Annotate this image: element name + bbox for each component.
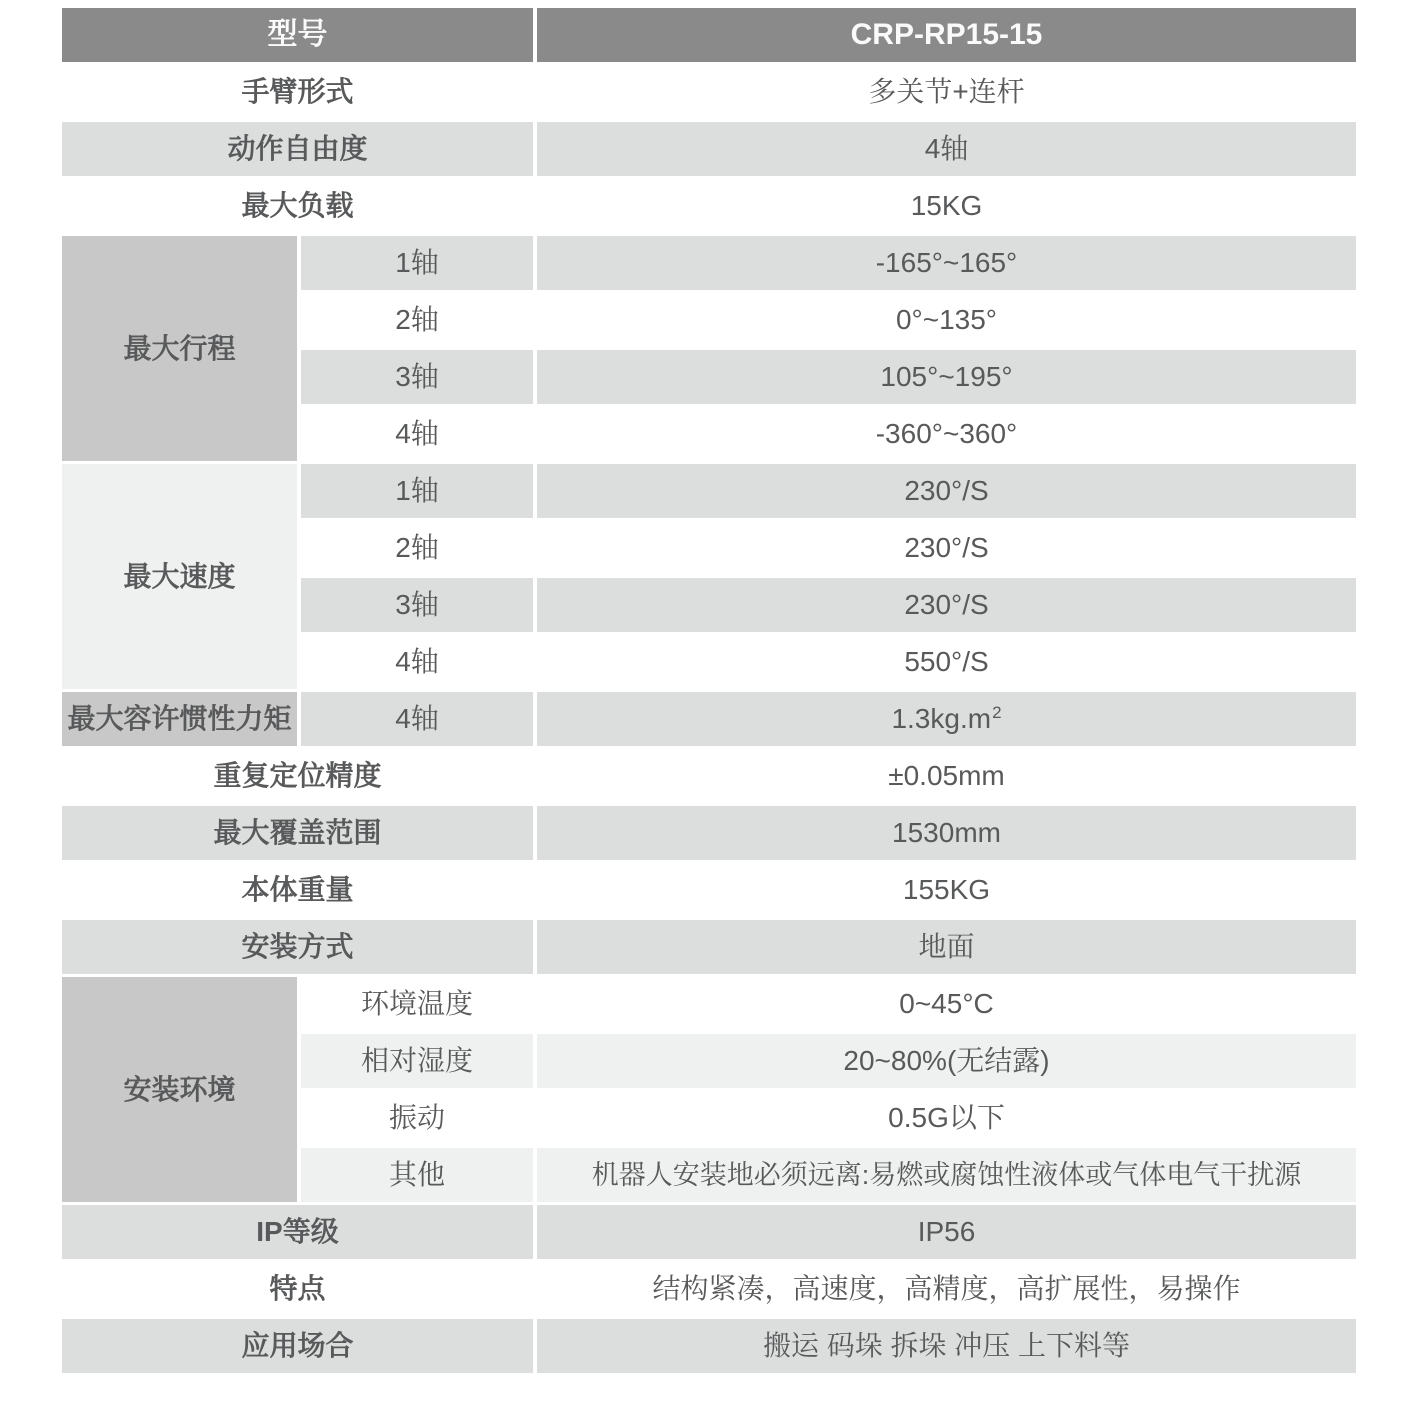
- max-stroke-axis-1: 1轴: [301, 236, 533, 290]
- max-stroke-axis-2: 2轴: [301, 293, 533, 347]
- inertia-superscript: 2: [992, 702, 1002, 722]
- inertia-value: 1.3kg.m $^2$: [537, 692, 1356, 746]
- max-stroke-value-1: -165°~165°: [537, 236, 1356, 290]
- row-label-inertia: 最大容许惯性力矩: [62, 692, 297, 746]
- row-label-body-weight: 本体重量: [62, 863, 533, 917]
- row-value-applications: 搬运 码垛 拆垛 冲压 上下料等: [537, 1319, 1356, 1373]
- row-value-mounting: 地面: [537, 920, 1356, 974]
- header-model-value: CRP-RP15-15: [537, 8, 1356, 62]
- env-name-temperature: 环境温度: [301, 977, 533, 1031]
- row-value-max-payload: 15KG: [537, 179, 1356, 233]
- row-label-applications: 应用场合: [62, 1319, 533, 1373]
- row-value-ip-rating: IP56: [537, 1205, 1356, 1259]
- row-value-arm-type: 多关节+连杆: [537, 65, 1356, 119]
- env-name-humidity: 相对湿度: [301, 1034, 533, 1088]
- max-stroke-value-3: 105°~195°: [537, 350, 1356, 404]
- row-label-features: 特点: [62, 1262, 533, 1316]
- row-value-features: 结构紧凑，高速度，高精度，高扩展性，易操作: [537, 1262, 1356, 1316]
- row-label-dof: 动作自由度: [62, 122, 533, 176]
- header-model-label: 型号: [62, 8, 533, 62]
- spec-table: [62, 8, 1356, 1373]
- max-stroke-value-2: 0°~135°: [537, 293, 1356, 347]
- max-speed-value-4: 550°/S: [537, 635, 1356, 689]
- row-label-max-payload: 最大负载: [62, 179, 533, 233]
- max-speed-axis-4: 4轴: [301, 635, 533, 689]
- inertia-axis: 4轴: [301, 692, 533, 746]
- max-speed-value-2: 230°/S: [537, 521, 1356, 575]
- max-speed-axis-3: 3轴: [301, 578, 533, 632]
- row-value-body-weight: 155KG: [537, 863, 1356, 917]
- env-value-humidity: 20~80%(无结露): [537, 1034, 1356, 1088]
- env-value-other: 机器人安装地必须远离:易燃或腐蚀性液体或气体电气干扰源: [537, 1148, 1356, 1202]
- env-name-other: 其他: [301, 1148, 533, 1202]
- group-label-max-stroke: 最大行程: [62, 236, 297, 461]
- max-speed-value-3: 230°/S: [537, 578, 1356, 632]
- max-speed-value-1: 230°/S: [537, 464, 1356, 518]
- env-value-vibration: 0.5G以下: [537, 1091, 1356, 1145]
- max-stroke-axis-4: 4轴: [301, 407, 533, 461]
- max-stroke-axis-3: 3轴: [301, 350, 533, 404]
- env-name-vibration: 振动: [301, 1091, 533, 1145]
- row-value-max-reach: 1530mm: [537, 806, 1356, 860]
- row-value-dof: 4轴: [537, 122, 1356, 176]
- row-label-repeatability: 重复定位精度: [62, 749, 533, 803]
- group-label-max-speed: 最大速度: [62, 464, 297, 689]
- max-speed-axis-2: 2轴: [301, 521, 533, 575]
- group-label-environment: 安装环境: [62, 977, 297, 1202]
- env-value-temperature: 0~45°C: [537, 977, 1356, 1031]
- row-value-repeatability: ±0.05mm: [537, 749, 1356, 803]
- max-speed-axis-1: 1轴: [301, 464, 533, 518]
- max-stroke-value-4: -360°~360°: [537, 407, 1356, 461]
- row-label-max-reach: 最大覆盖范围: [62, 806, 533, 860]
- row-label-ip-rating: IP等级: [62, 1205, 533, 1259]
- row-label-arm-type: 手臂形式: [62, 65, 533, 119]
- row-label-mounting: 安装方式: [62, 920, 533, 974]
